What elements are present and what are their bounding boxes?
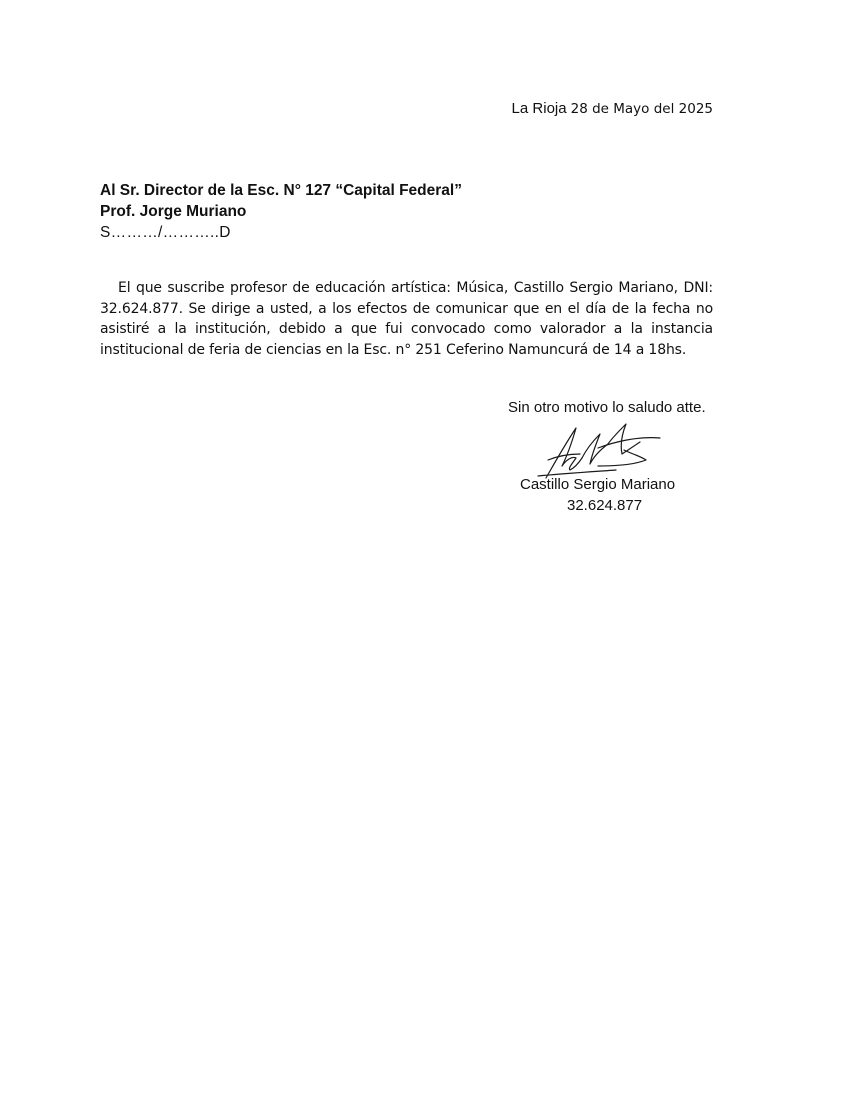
recipient-block [100, 180, 462, 243]
recipient-name: Prof. Jorge Muriano [100, 203, 247, 220]
recipient-title: Al Sr. Director de la Esc. N° 127 “Capital Federal” [100, 182, 462, 199]
letter-date: 28 de Mayo del 2025 [570, 101, 713, 117]
signer-name: Castillo Sergio Mariano [520, 476, 676, 493]
signer-dni: 32.624.877 [567, 497, 643, 514]
closing-line: Sin otro motivo lo saludo atte. [508, 399, 706, 416]
letter-place: La Rioja [511, 100, 567, 117]
handwritten-signature [528, 420, 668, 482]
date-line [512, 100, 713, 117]
letter-body: El que suscribe profesor de educación artística: Música, Castillo Sergio Mariano, DNI: 32.624.877. Se dirige a usted, a los efectos de comunicar que en el día de la fecha no asistiré a la institución, debido a que fui convocado como valorador a la instancia institucional de feria de ciencias en la Esc. n° 251 Ceferino Namuncurá de 14 a 18hs. [100, 280, 713, 358]
salutation: S………/………..D [100, 224, 231, 241]
